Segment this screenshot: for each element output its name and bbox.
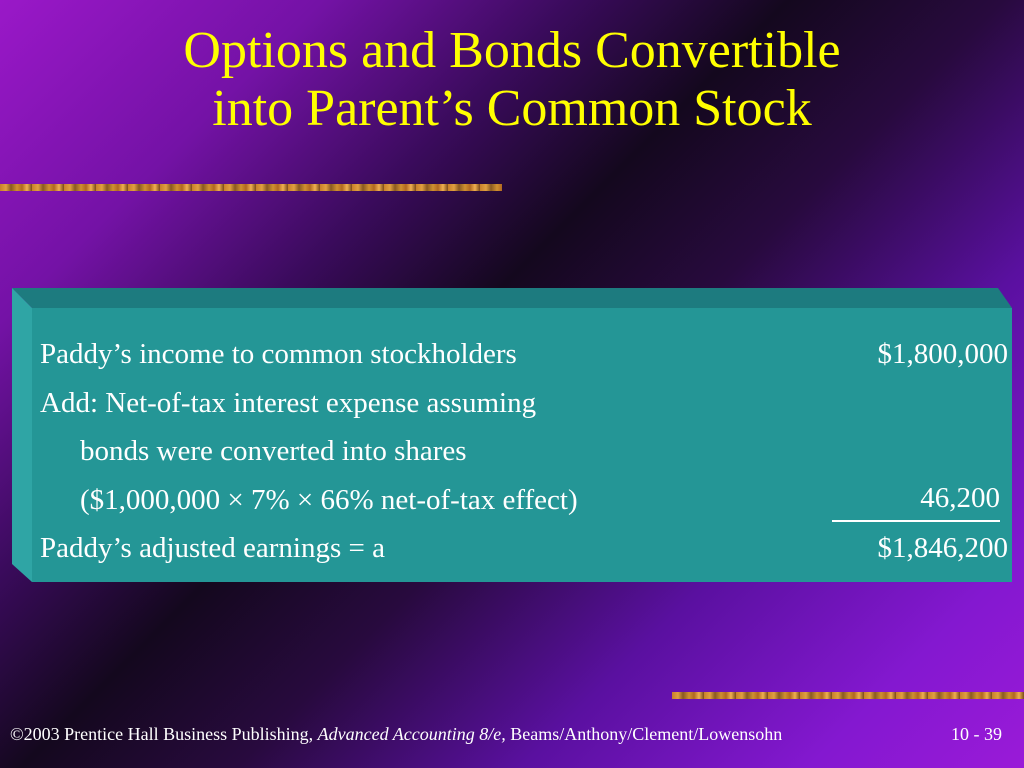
row-label: ($1,000,000 × 7% × 66% net-of-tax effect) [80, 483, 578, 516]
row-amount-underlined: 46,200 [832, 476, 1000, 522]
table-row [40, 476, 1010, 525]
table-row-total [40, 524, 1010, 573]
decorative-bar-top [0, 184, 502, 191]
row-label: Paddy’s adjusted earnings = a [40, 532, 385, 564]
table-row [40, 379, 1010, 428]
row-amount-total: $1,846,200 [877, 532, 1008, 564]
slide-title [40, 22, 984, 138]
row-amount: $1,800,000 [877, 338, 1008, 370]
title-line-2: into Parent’s Common Stock [212, 80, 812, 137]
calculation-table [40, 330, 1010, 573]
panel-bevel-top [12, 288, 1012, 308]
slide-page-number: 10 - 39 [951, 724, 1002, 744]
row-label: bonds were converted into shares [80, 435, 467, 467]
decorative-bar-bottom [672, 692, 1024, 699]
table-row [40, 427, 1010, 476]
row-label: Paddy’s income to common stockholders [40, 338, 517, 370]
panel-bevel-left [12, 288, 32, 582]
title-line-1: Options and Bonds Convertible [183, 22, 841, 79]
footer-book-title: Advanced Accounting 8/e, [317, 724, 506, 744]
table-row [40, 330, 1010, 379]
footer-copyright: ©2003 Prentice Hall Business Publishing, [10, 724, 318, 744]
row-label: Add: Net-of-tax interest expense assuming [40, 386, 537, 419]
footer-authors: Beams/Anthony/Clement/Lowensohn [505, 724, 783, 744]
footer-citation [10, 724, 1010, 745]
